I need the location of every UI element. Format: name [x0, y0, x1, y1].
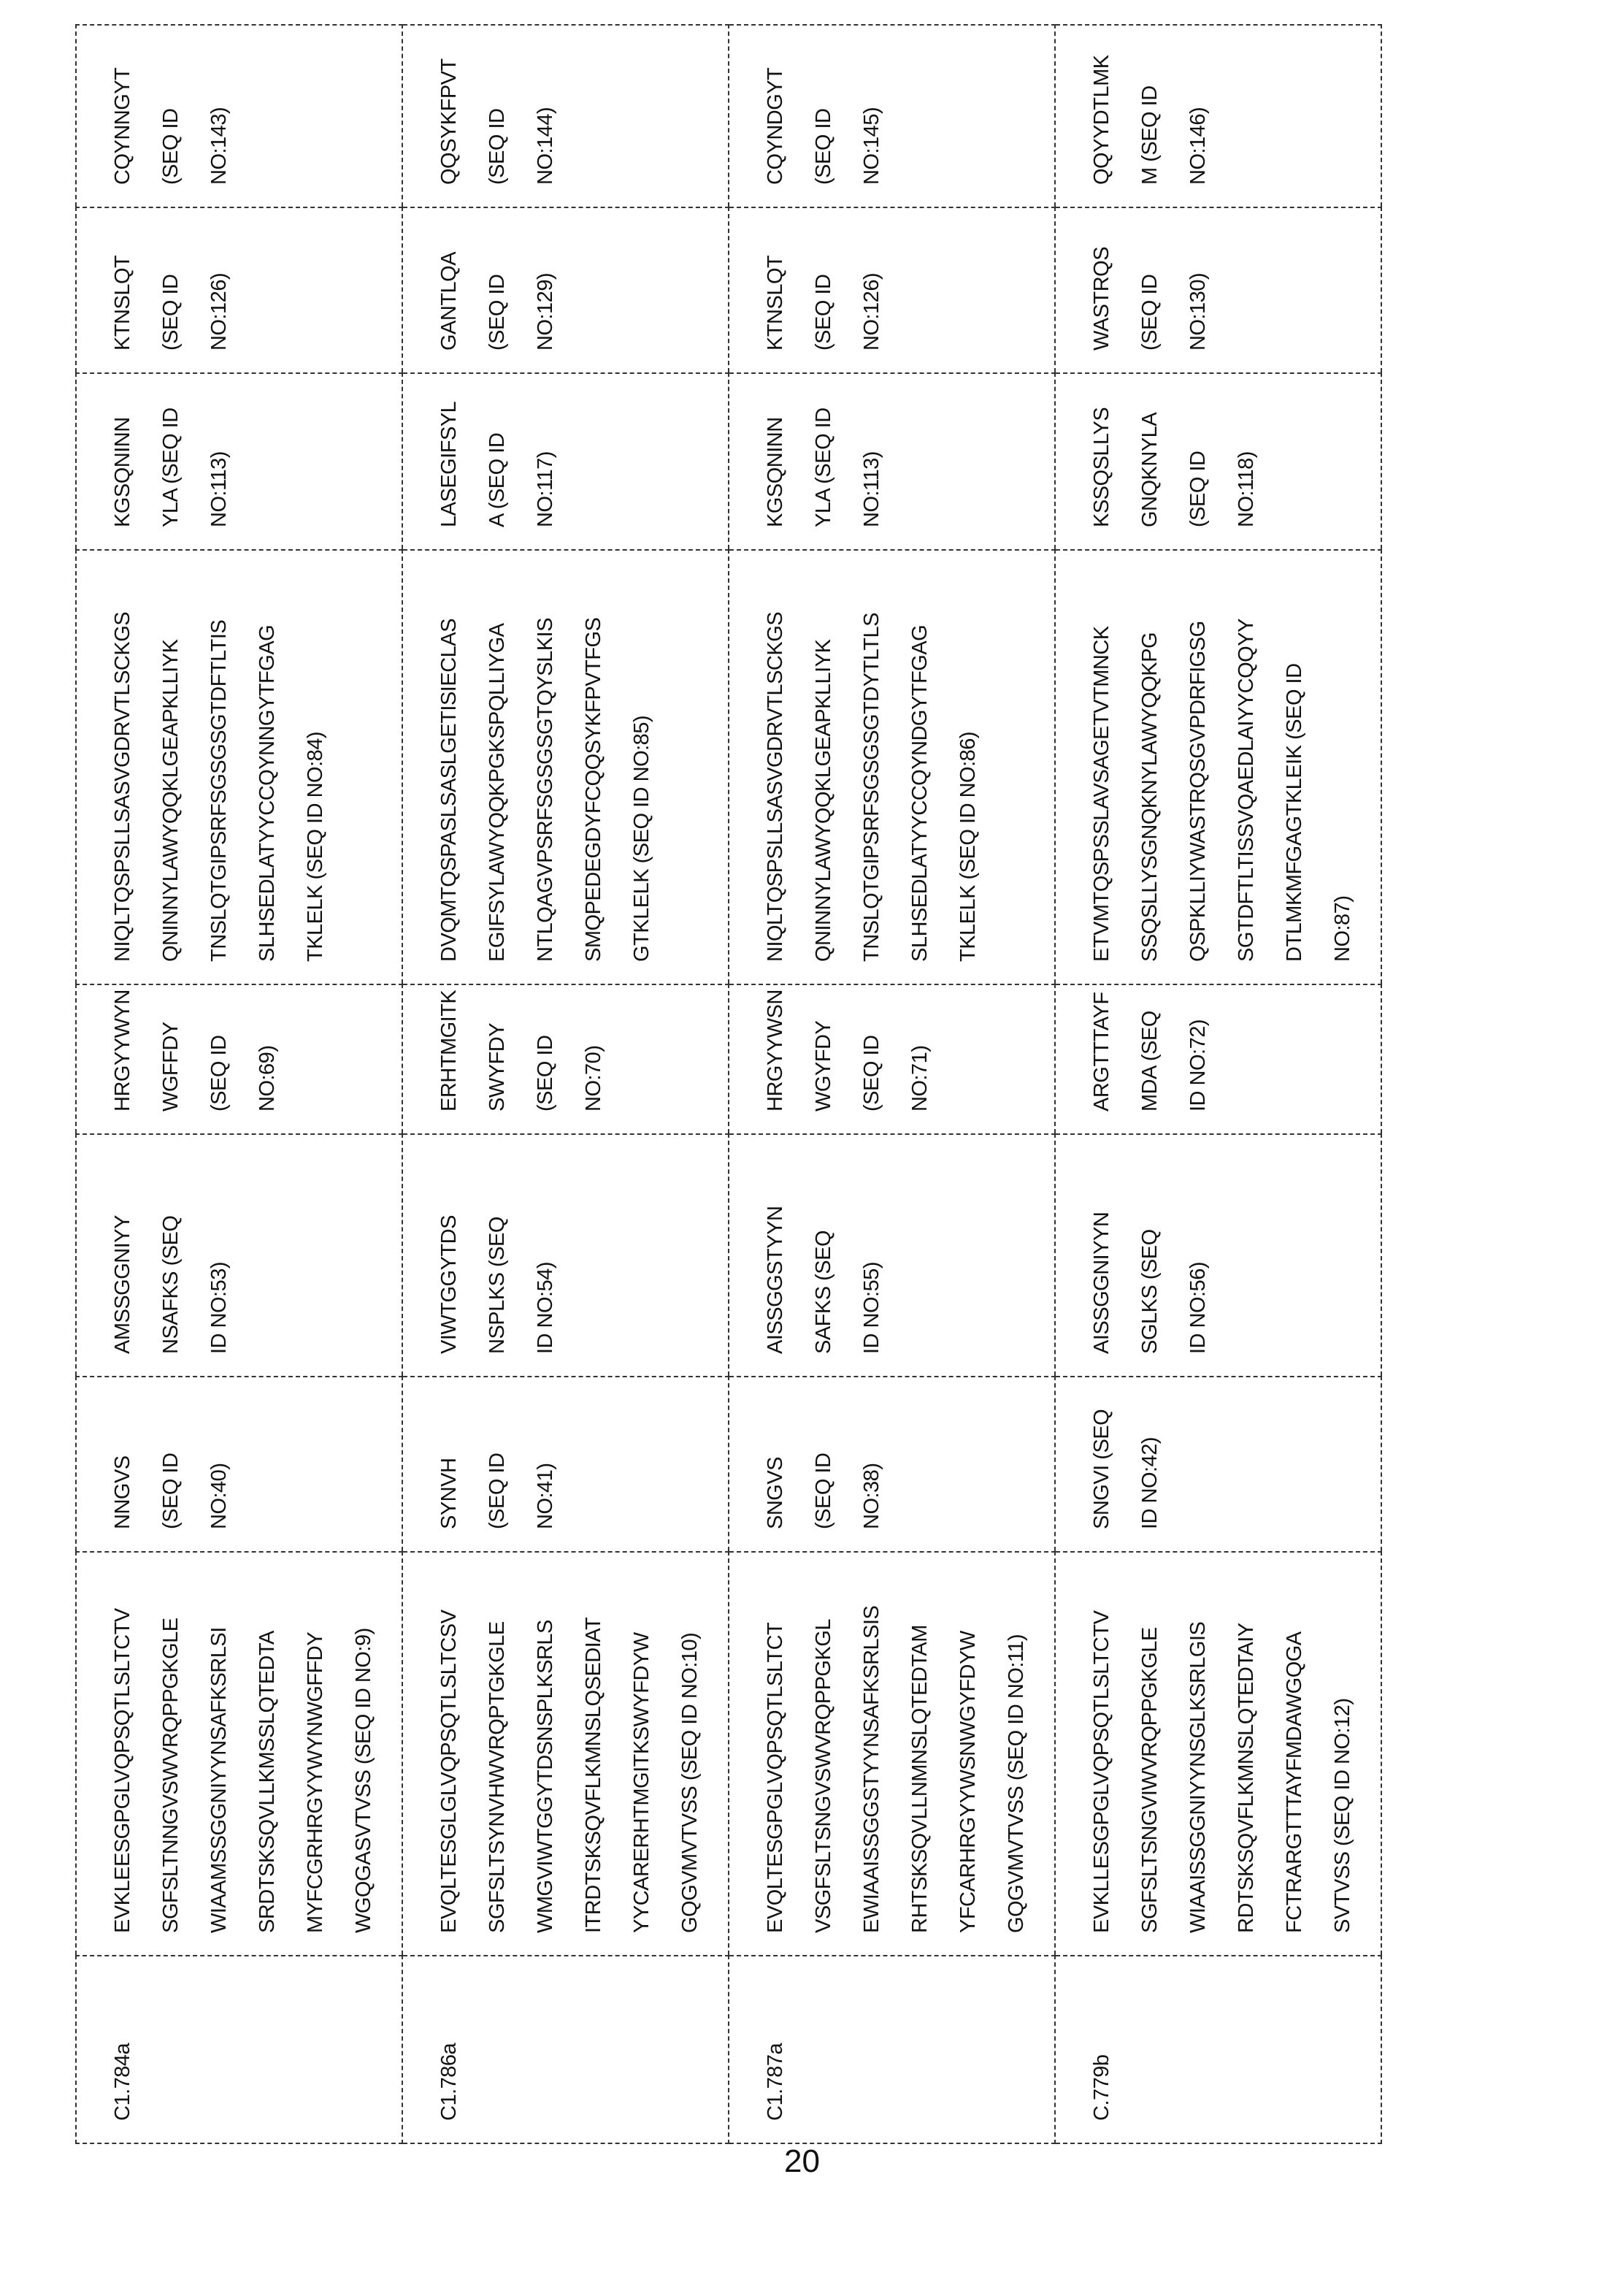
cell-line: NO:117)	[534, 451, 557, 527]
cell-antibody	[76, 1956, 402, 2143]
cell-line: QNINNYLAWYQQKLGEAPKLLIYK	[159, 639, 183, 962]
cell-line: TNSLQTGIPSRFSGSGSGTDYTLTLS	[860, 613, 883, 962]
cell-line: NO:126)	[207, 272, 231, 351]
cell-line: SVTVSS (SEQ ID NO:12)	[1331, 1698, 1354, 1933]
cell-cdr-l2	[402, 207, 729, 373]
cell-line: WIAAISSGGNIYYNSGLKSRLGIS	[1186, 1621, 1210, 1933]
cell-line: SRDTSKSQVLLKMSSLQTEDTA	[256, 1631, 279, 1933]
cell-line: ITRDTSKSQVFLKMNSLQSEDIAT	[582, 1617, 605, 1933]
cell-line: KGSQNINN	[764, 417, 787, 527]
rotated-page-region	[75, 26, 1382, 2144]
cell-line: WGYFDY	[812, 1020, 835, 1111]
cell-line: LASEGIFSYL	[437, 401, 461, 527]
cell-cdr-l3	[729, 25, 1055, 207]
table-row	[1055, 25, 1381, 2143]
cell-line: EVQLTESGPGLVQPSQTLSLTCT	[764, 1622, 787, 1933]
cell-line: (SEQ ID	[812, 274, 835, 351]
cell-line: SLHSEDLATYYCCQYNDGYTFGAG	[908, 624, 932, 962]
cell-vh	[76, 1552, 402, 1956]
cell-line: GQGVMVTVSS (SEQ ID NO:10)	[678, 1632, 702, 1933]
table-row	[76, 25, 402, 2143]
cell-line: YFCARHRGYYWSNWGYFDYW	[956, 1631, 980, 1933]
cell-line: C.779b	[1090, 2054, 1113, 2121]
cell-line: SYNVH	[437, 1458, 461, 1529]
cell-cdr-l2	[76, 207, 402, 373]
cell-line: GTKLELK (SEQ ID NO:85)	[630, 715, 653, 962]
cell-line: MYFCGRHRGYYWYNWGFFDY	[304, 1631, 327, 1933]
cell-antibody	[402, 1956, 729, 2143]
cell-line: SWYFDY	[486, 1022, 509, 1111]
cell-line: QQYYDTLMK	[1090, 55, 1113, 185]
cell-line: (SEQ ID	[159, 274, 183, 351]
cell-cdr-h1	[1055, 1377, 1381, 1552]
cell-line: (SEQ ID	[1138, 274, 1162, 351]
cell-line: NO:38)	[860, 1463, 883, 1529]
cell-line: HRGYYWYN	[111, 990, 134, 1111]
cell-line: (SEQ ID	[534, 1035, 557, 1111]
cell-line: KSSQSLLYS	[1090, 407, 1113, 527]
cell-line: ID NO:56)	[1186, 1261, 1210, 1354]
cell-antibody	[729, 1956, 1055, 2143]
table-body	[76, 25, 1381, 2143]
cell-line: EVKLLESGPGLVQPSQTLSLTCTV	[1090, 1610, 1113, 1933]
cell-line: WMGVIWTGGYTDSNSPLKSRLS	[534, 1620, 557, 1933]
cell-line: (SEQ ID	[159, 108, 183, 185]
cell-line: NNGVS	[111, 1455, 134, 1529]
cell-line: NO:113)	[860, 451, 883, 527]
cell-line: WIAAMSSGGNIYYNSAFKSRLSI	[207, 1627, 231, 1933]
cell-line: M (SEQ ID	[1138, 85, 1162, 185]
cell-line: NO:41)	[534, 1463, 557, 1529]
cell-line: ID NO:54)	[534, 1261, 557, 1354]
cell-line: SNGVI (SEQ	[1090, 1409, 1113, 1529]
cell-line: YYCARERHTMGITKSWYFDYW	[630, 1632, 653, 1933]
cell-line: (SEQ ID	[860, 1035, 883, 1111]
cell-line: NO:143)	[207, 107, 231, 185]
cell-line: NSPLKS (SEQ	[486, 1217, 509, 1354]
cell-line: (SEQ ID	[486, 1453, 509, 1529]
cell-line: SSQSLLYSGNQKNYLAWYQQKPG	[1138, 632, 1162, 962]
cell-cdr-h1	[76, 1377, 402, 1552]
cell-vl	[729, 550, 1055, 984]
cell-cdr-h3	[76, 984, 402, 1134]
cell-line: A (SEQ ID	[486, 432, 509, 527]
cell-cdr-l2	[729, 207, 1055, 373]
cell-cdr-h2	[1055, 1134, 1381, 1377]
cell-line: HRGYYWSN	[764, 990, 787, 1111]
cell-cdr-h2	[729, 1134, 1055, 1377]
cell-vh	[729, 1552, 1055, 1956]
cell-line: SNGVS	[764, 1456, 787, 1529]
cell-cdr-h1	[402, 1377, 729, 1552]
cell-cdr-h2	[402, 1134, 729, 1377]
cell-line: AMSSGGNIYY	[111, 1215, 134, 1354]
cell-line: NO:71)	[908, 1045, 932, 1111]
cell-line: EVQLTESGLGLVQPSQTLSLTCSV	[437, 1610, 461, 1933]
cell-cdr-h3	[729, 984, 1055, 1134]
cell-line: AISSGGSTYYN	[764, 1206, 787, 1354]
cell-cdr-h3	[402, 984, 729, 1134]
cell-line: NO:145)	[860, 107, 883, 185]
cell-line: VSGFSLTSNGVSWVRQPPGKGL	[812, 1618, 835, 1933]
cell-antibody	[1055, 1956, 1381, 2143]
cell-line: ID NO:53)	[207, 1261, 231, 1354]
cell-line: NO:70)	[582, 1045, 605, 1111]
cell-line: C1.784a	[111, 2043, 134, 2121]
cell-vh	[402, 1552, 729, 1956]
cell-line: TKLELK (SEQ ID NO:84)	[304, 731, 327, 962]
cell-line: NSAFKS (SEQ	[159, 1215, 183, 1354]
cell-line: (SEQ ID	[812, 108, 835, 185]
cell-line: QSPKLLIYWASTRQSGVPDRFIGSG	[1186, 621, 1210, 962]
cell-line: SLHSEDLATYYCCQYNNGYTFGAG	[256, 624, 279, 962]
cell-line: YLA (SEQ ID	[159, 407, 183, 527]
cell-line: NO:144)	[534, 107, 557, 185]
cell-line: NIQLTQSPSLLSASVGDRVTLSCKGS	[111, 611, 134, 962]
sequence-table-container	[75, 26, 1382, 2144]
cell-line: SGFSLTNNGVSWVRQPPGKGLE	[159, 1618, 183, 1933]
cell-line: NO:129)	[534, 272, 557, 351]
cell-cdr-l2	[1055, 207, 1381, 373]
cell-line: NO:69)	[256, 1045, 279, 1111]
cell-line: GNQKNYLA	[1138, 412, 1162, 527]
table-row	[729, 25, 1055, 2143]
cell-line: (SEQ ID	[207, 1035, 231, 1111]
cell-line: ERHTMGITK	[437, 990, 461, 1111]
cell-line: WASTRQS	[1090, 246, 1113, 351]
cell-line: VIWTGGYTDS	[437, 1215, 461, 1354]
cell-line: SMQPEDEGDYFCQQSYKFPVTFGS	[582, 617, 605, 962]
cell-line: EWIAAISSGGSTYYNSAFKSRLSIS	[860, 1605, 883, 1933]
cell-line: ID NO:72)	[1186, 1019, 1210, 1111]
cell-line: SGTDFTLTISSVQAEDLAIYYCQQYY	[1235, 619, 1258, 962]
cell-line: NO:40)	[207, 1463, 231, 1529]
cell-line: SGFSLTSNGVIWVRQPPGKGLE	[1138, 1627, 1162, 1933]
cell-line: QNINNYLAWYQQKLGEAPKLLIYK	[812, 639, 835, 962]
cell-line: (SEQ ID	[159, 1453, 183, 1529]
cell-line: ETVMTQSPSSLAVSAGETVTMNCK	[1090, 626, 1113, 962]
cell-line: C1.786a	[437, 2043, 461, 2121]
cell-line: NIQLTQSPSLLSASVGDRVTLSCKGS	[764, 611, 787, 962]
cell-line: (SEQ ID	[486, 108, 509, 185]
cell-line: TKLELK (SEQ ID NO:86)	[956, 731, 980, 962]
cell-line: AISSGGNIYYN	[1090, 1212, 1113, 1354]
cell-line: DVQMTQSPASLSASLGETISIECLAS	[437, 619, 461, 962]
cell-line: GQGVMVTVSS (SEQ ID NO:11)	[1005, 1634, 1028, 1933]
cell-line: NO:146)	[1186, 107, 1210, 185]
cell-line: EGIFSYLAWYQQKPGKSPQLLIYGA	[486, 623, 509, 962]
cell-line: SAFKS (SEQ	[812, 1230, 835, 1354]
cell-cdr-l1	[1055, 373, 1381, 550]
cell-line: GANTLQA	[437, 251, 461, 351]
cell-cdr-l3	[402, 25, 729, 207]
cell-line: KGSQNINN	[111, 417, 134, 527]
cell-line: CQYNDGYT	[764, 67, 787, 185]
cell-line: MDA (SEQ	[1138, 1011, 1162, 1111]
cell-line: (SEQ ID	[812, 1453, 835, 1529]
cell-line: NO:126)	[860, 272, 883, 351]
cell-line: EVKLEESGPGLVQPSQTLSLTCTV	[111, 1608, 134, 1933]
cell-line: C1.787a	[764, 2043, 787, 2121]
cell-line: TNSLQTGIPSRFSGSGSGTDFTLTIS	[207, 619, 231, 962]
cell-line: KTNSLQT	[764, 255, 787, 351]
cell-line: WGFFDY	[159, 1022, 183, 1111]
cell-line: NO:130)	[1186, 272, 1210, 351]
cell-cdr-h3	[1055, 984, 1381, 1134]
cell-line: NO:113)	[207, 451, 231, 527]
table-row	[402, 25, 729, 2143]
cell-line: NO:87)	[1331, 895, 1354, 962]
cell-line: FCTRARGTTTAYFMDAWGQGA	[1283, 1631, 1306, 1933]
cell-cdr-l1	[729, 373, 1055, 550]
cell-line: NTLQAGVPSRFSGSGSGTQYSLKIS	[534, 618, 557, 962]
cell-line: ARGTTTAYF	[1090, 992, 1113, 1111]
cell-line: ID NO:55)	[860, 1261, 883, 1354]
cell-cdr-l3	[1055, 25, 1381, 207]
cell-cdr-l1	[76, 373, 402, 550]
page-number: 20	[784, 2143, 820, 2179]
cell-cdr-h1	[729, 1377, 1055, 1552]
cell-line: (SEQ ID	[1186, 451, 1210, 527]
cell-vl	[1055, 550, 1381, 984]
cell-cdr-l3	[76, 25, 402, 207]
cell-line: NO:118)	[1235, 451, 1258, 527]
cell-line: DTLMKMFGAGTKLEIK (SEQ ID	[1283, 663, 1306, 962]
cell-line: (SEQ ID	[486, 274, 509, 351]
cell-line: YLA (SEQ ID	[812, 407, 835, 527]
cell-vl	[76, 550, 402, 984]
cell-vh	[1055, 1552, 1381, 1956]
cell-line: CQYNNGYT	[111, 67, 134, 185]
cell-cdr-l1	[402, 373, 729, 550]
cell-line: QQSYKFPVT	[437, 58, 461, 185]
cell-line: KTNSLQT	[111, 255, 134, 351]
cell-line: SGFSLTSYNVHWVRQPTGKGLE	[486, 1621, 509, 1933]
cell-line: SGLKS (SEQ	[1138, 1229, 1162, 1354]
cell-cdr-h2	[76, 1134, 402, 1377]
cell-line: ID NO:42)	[1138, 1436, 1162, 1529]
cell-line: RDTSKSQVFLKMNSLQTEDTAIY	[1235, 1623, 1258, 1933]
cell-line: RHTSKSQVLLNMNSLQTEDTAM	[908, 1625, 932, 1933]
sequence-table	[75, 24, 1382, 2144]
cell-vl	[402, 550, 729, 984]
cell-line: WGQGASVTVSS (SEQ ID NO:9)	[352, 1628, 375, 1933]
